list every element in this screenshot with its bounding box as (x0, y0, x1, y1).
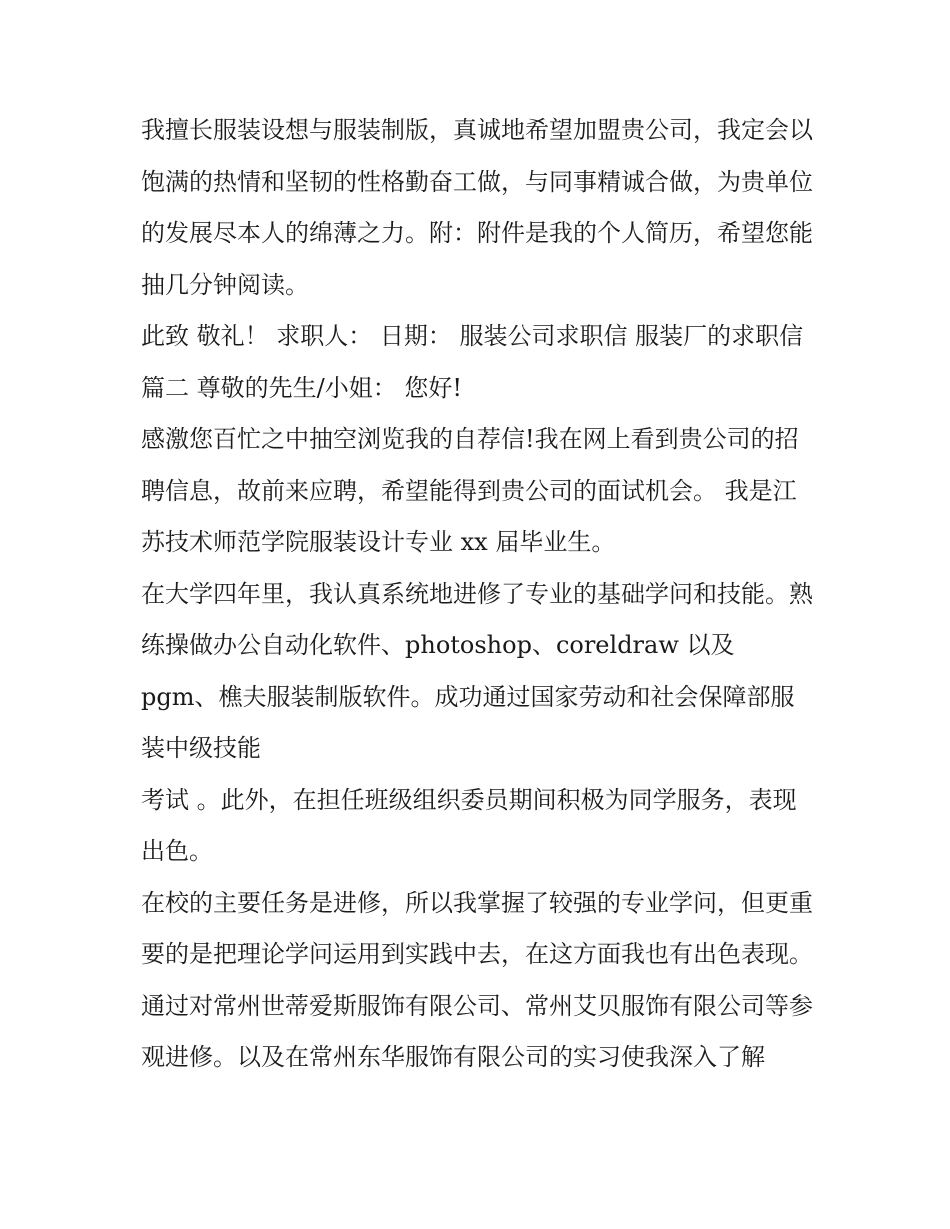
document-body (141, 105, 816, 1084)
paragraph-skills: 在大学四年里，我认真系统地进修了专业的基础学问和技能。熟练操做办公自动化软件、photoshop、coreldraw 以及 pgm、樵夫服装制版软件。成功通过国家劳动和社会保障部服装中级技能 (141, 579, 813, 762)
paragraph-study: 在校的主要任务是进修，所以我掌握了较强的专业学问，但更重要的是把理论学问运用到实践中去，在这方面我也有出色表现。 (141, 888, 813, 968)
paragraph-introduction: 感激您百忙之中抽空浏览我的自荐信!我在网上看到贵公司的招聘信息，故前来应聘，希望能得到贵公司的面试机会。 我是江苏技术师范学院服装设计专业 xx 届毕业生。 (141, 425, 799, 556)
paragraph-application-intent: 我擅长服装设想与服装制版，真诚地希望加盟贵公司，我定会以饱满的热情和坚韧的性格勤奋工做，与同事精诚合做，为贵单位的发展尽本人的绵薄之力。附：附件是我的个人简历，希望您能抽几分钟阅读。 (141, 116, 813, 299)
paragraph-internship: 通过对常州世蒂爱斯服饰有限公司、常州艾贝服饰有限公司等参观进修。以及在常州东华服饰有限公司的实习使我深入了解 (141, 991, 813, 1071)
paragraph-exam-and-service: 考试 。此外，在担任班级组织委员期间积极为同学服务，表现出色。 (141, 785, 797, 865)
paragraph-closing-and-greeting: 此致 敬礼！ 求职人： 日期： 服装公司求职信 服装厂的求职信篇二 尊敬的先生/小姐： 您好! (141, 322, 804, 402)
